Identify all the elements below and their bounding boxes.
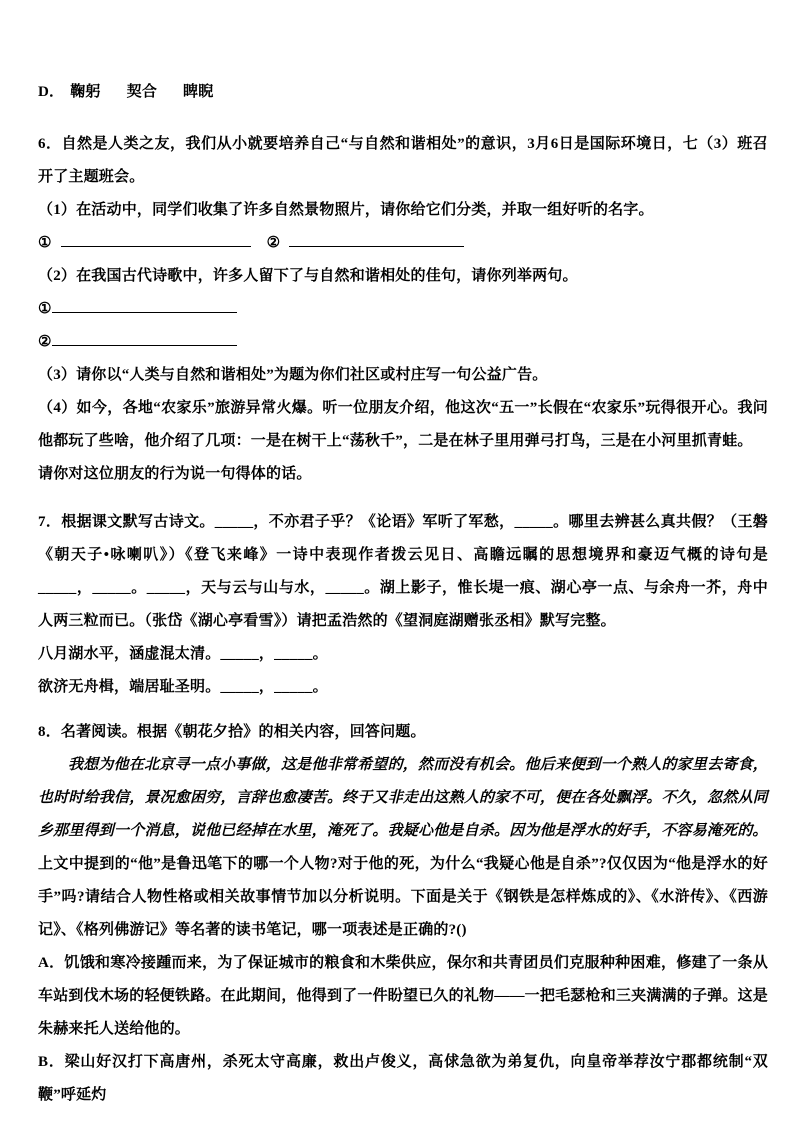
option-d-word-2: 契合 [126, 84, 158, 100]
option-d-line [38, 76, 768, 109]
question-8-option-b: B．梁山好汉打下高唐州，杀死太守高廉，救出卢俊义，高俅急欲为弟复仇，向皇帝举荐汝宁郡都统制“双鞭”呼延灼 [38, 1054, 768, 1103]
question-6-part3: （3）请你以“人类与自然和谐相处”为题为你们社区或村庄写一句公益广告。 [38, 367, 548, 383]
option-d-label: D． [38, 84, 65, 100]
answer-blank-line [61, 231, 251, 247]
question-6-part1-blanks-row [38, 227, 768, 260]
question-8-option-a: A．饥饿和寒冷接踵而来，为了保证城市的粮食和木柴供应，保尔和共青团员们克服种种困难，修建了一条从车站到伐木场的轻便铁路。在此期间，他得到了一件盼望已久的礼物——一把毛瑟枪和三夹满满的子弹。这是朱赫来托人送给他的。 [38, 955, 768, 1037]
question-6-part2: （2）在我国古代诗歌中，许多人留下了与自然和谐相处的佳句，请你列举两句。 [38, 268, 578, 284]
question-6-part1: （1）在活动中，同学们收集了许多自然景物照片，请你给它们分类，并取一组好听的名字。 [38, 202, 654, 218]
answer-blank-line [289, 231, 464, 247]
circled-2-label: ② [38, 334, 52, 350]
answer-blank-line [52, 297, 237, 313]
question-8-stem: 8．名著阅读。根据《朝花夕拾》的相关内容，回答问题。 [38, 724, 426, 740]
question-6-part2-blank-1 [38, 293, 768, 326]
question-6-part4-tail: 请你对这位朋友的行为说一句得体的话。 [38, 466, 312, 482]
question-7-stem: 7．根据课文默写古诗文。_____，不亦君子乎？《论语》军听了军愁，_____。哪里去辨甚么真共假？（王磐《朝天子•咏喇叭》）《登飞来峰》一诗中表现作者拨云见日、高瞻远瞩的思想境界和豪迈气概的诗句是 _____，_____。_____，天与云与山与水，_____。湖上影子，惟长堤一痕、湖心亭一点、与余舟一芥，舟中人两三粒而已。（张岱《湖心亭看雪》）请把孟浩然的《望洞庭湖赠张丞相》默写完整。 [38, 514, 768, 629]
question-6-part4: （4）如今，各地“农家乐”旅游异常火爆。听一位朋友介绍，他这次“五一”长假在“农家乐”玩得很开心。我问他都玩了些啥，他介绍了几项：一是在树干上“荡秋千”，二是在林子里用弹弓打鸟，三是在小河里抓青蛙。 [38, 400, 768, 449]
option-d-word-1: 鞠躬 [70, 84, 101, 100]
circled-1-label: ① [38, 301, 52, 317]
circled-2-label: ② [266, 235, 281, 251]
question-7-poem-line-2: 欲济无舟楫，端居耻圣明。_____，_____。 [38, 679, 328, 695]
circled-1-label: ① [38, 235, 52, 251]
question-7-poem-line-1: 八月湖水平，涵虚混太清。_____，_____。 [38, 646, 328, 662]
option-d-word-3: 睥睨 [183, 84, 214, 100]
answer-blank-line [52, 330, 237, 346]
question-8-excerpt: 我想为他在北京寻一点小事做，这是他非常希望的，然而没有机会。他后来便到一个熟人的家里去寄食，也时时给我信，景况愈困穷，言辞也愈凄苦。终于又非走出这熟人的家不可，便在各处飘浮。不久，忽然从同乡那里得到一个消息，说他已经掉在水里，淹死了。我疑心他是自杀。因为他是浮水的好手，不容易淹死的。 [38, 757, 768, 839]
question-6-part2-blank-2 [38, 326, 768, 359]
question-8-question: 上文中提到的“他”是鲁迅笔下的哪一个人物?对于他的死，为什么“我疑心他是自杀”?仅仅因为“他是浮水的好手”吗?请结合人物性格或相关故事情节加以分析说明。下面是关于《钢铁是怎样炼成的》、《水浒传》、《西游记》、《格列佛游记》等名著的读书笔记，哪一项表述是正确的?() [38, 856, 768, 938]
question-6-stem: 6．自然是人类之友，我们从小就要培养自己“与自然和谐相处”的意识，3月6日是国际环境日，七（3）班召开了主题班会。 [38, 136, 768, 185]
